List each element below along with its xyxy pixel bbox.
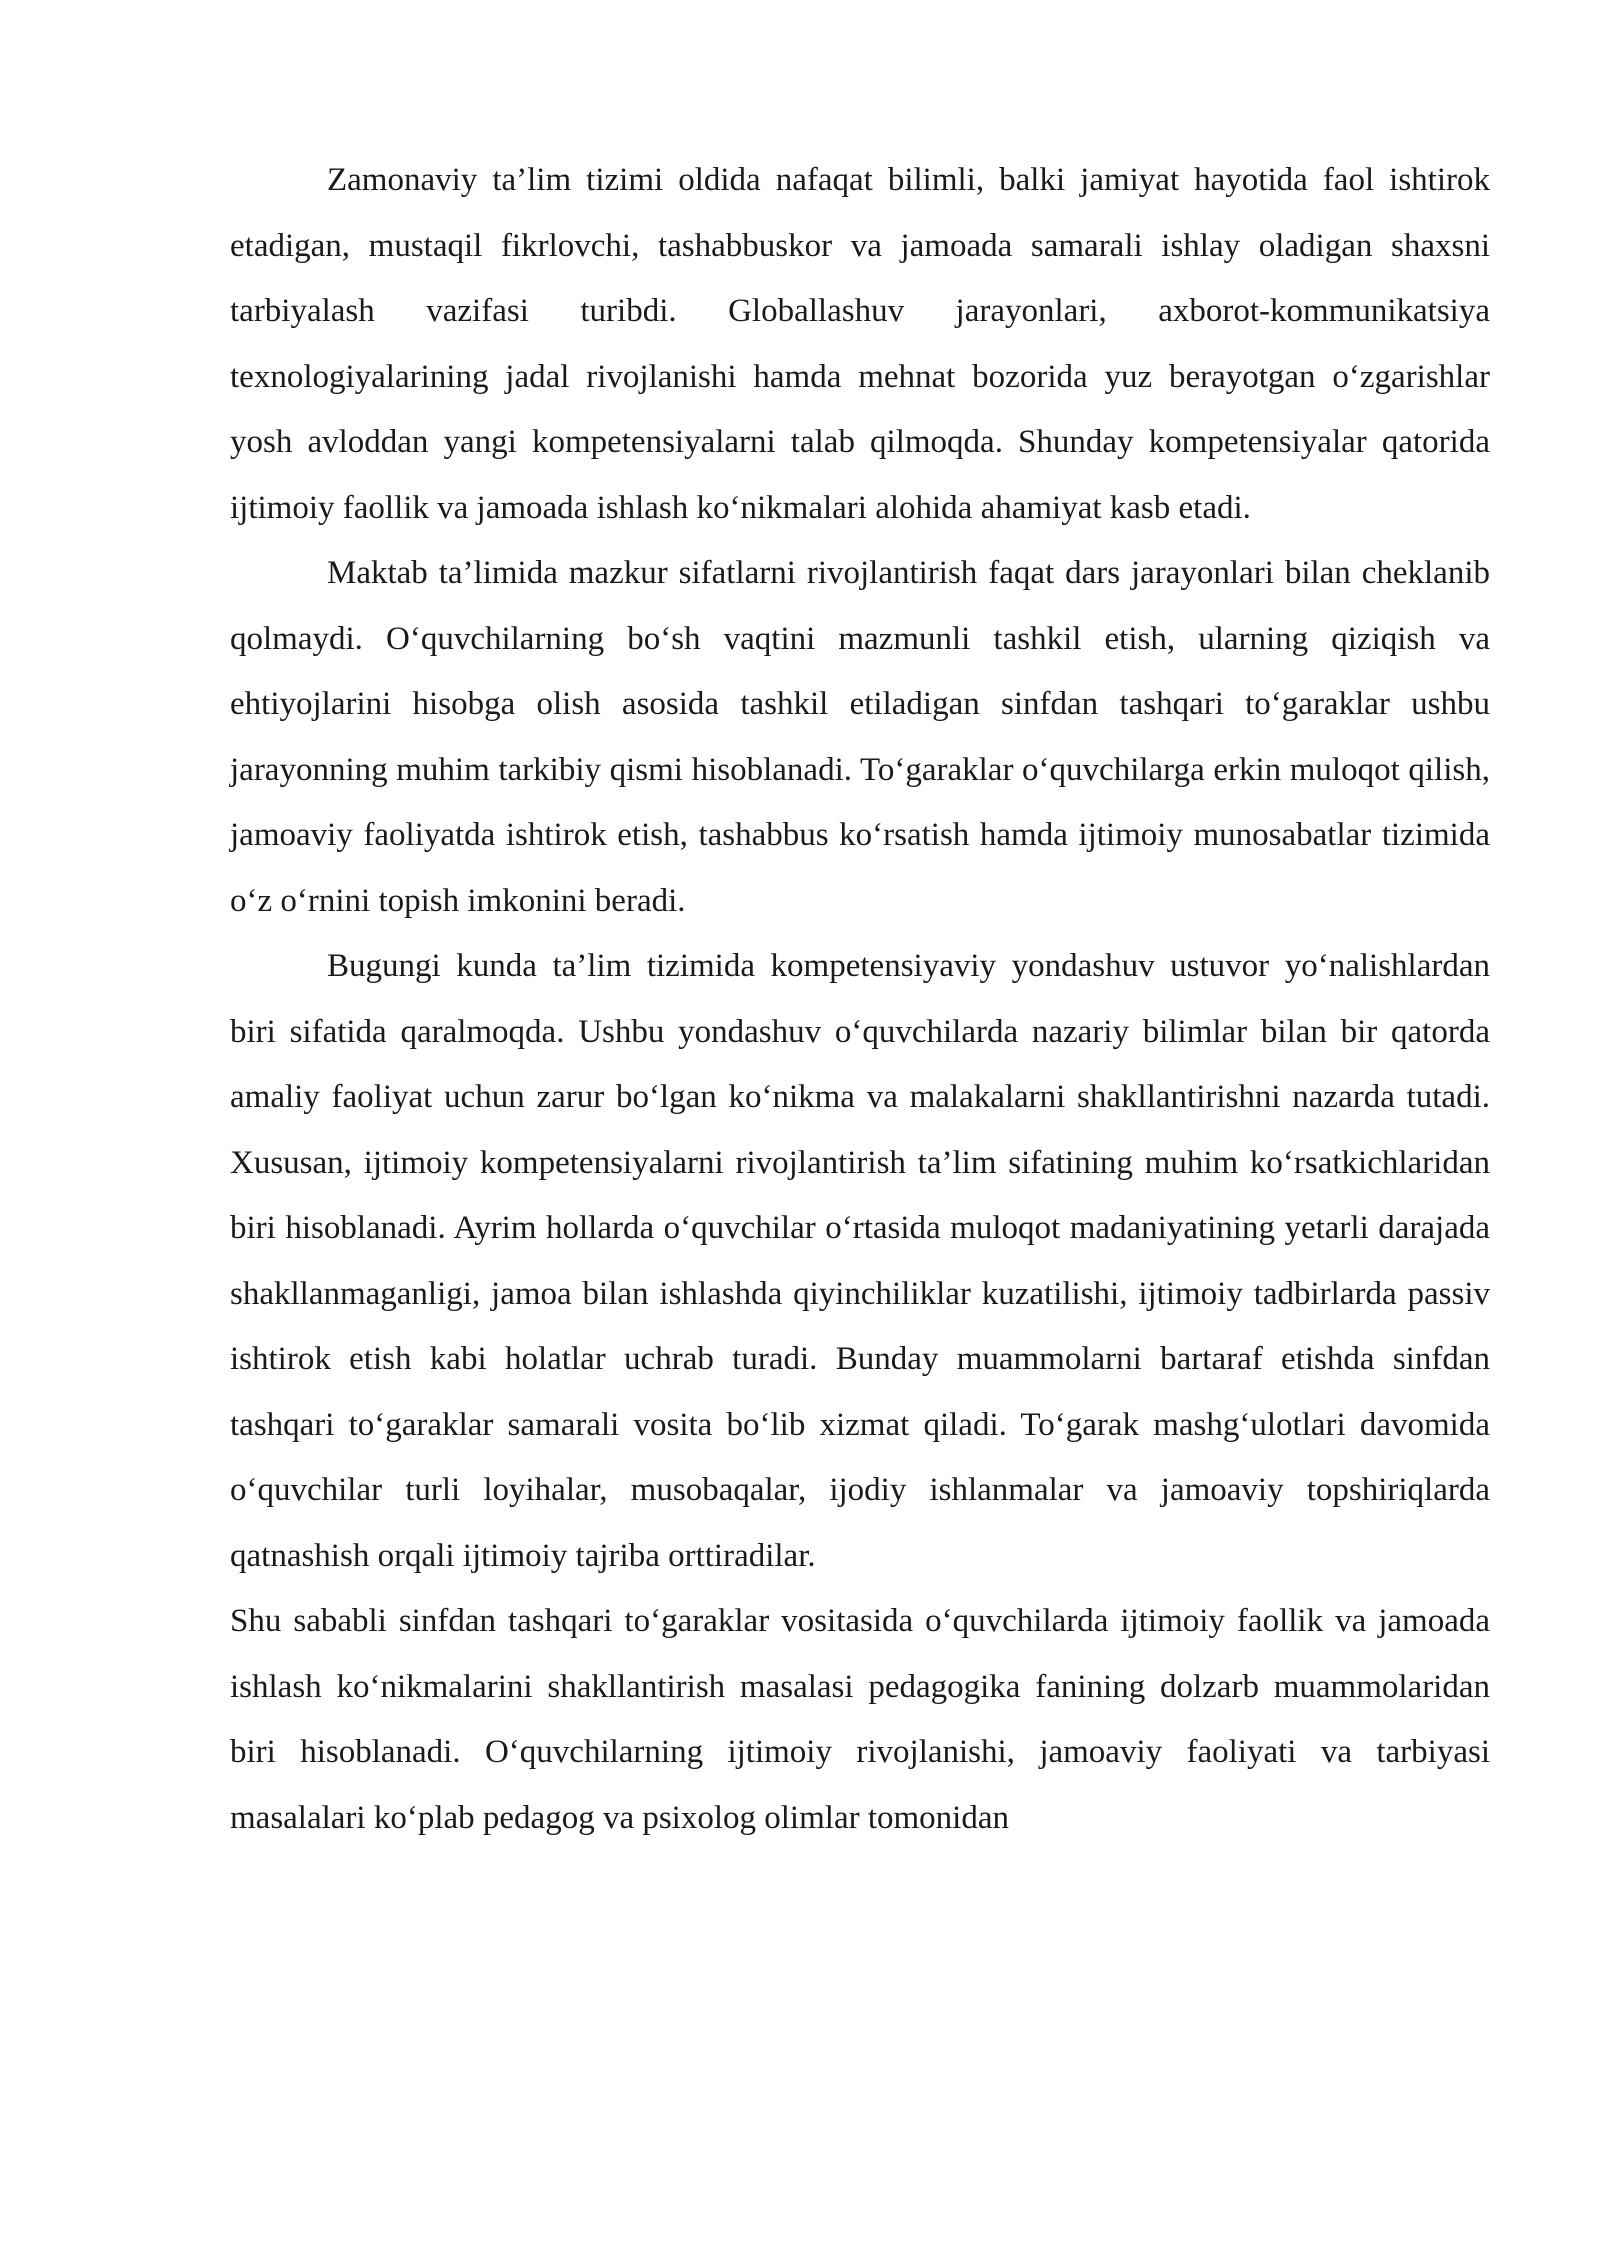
paragraph-3: Bugungi kunda ta’lim tizimida kompetensiyaviy yondashuv ustuvor yo‘nalishlardan biri sifatida qaralmoqda. Ushbu yondashuv o‘quvchilarda nazariy bilimlar bilan bir qatorda amaliy faoliyat uchun zarur bo‘lgan ko‘nikma va malakalarni shakllantirishni nazarda tutadi. Xususan, ijtimoiy kompetensiyalarni rivojlantirish ta’lim sifatining muhim ko‘rsatkichlaridan biri hisoblanadi. Ayrim hollarda o‘quvchilar o‘rtasida muloqot madaniyatining yetarli darajada shakllanmaganligi, jamoa bilan ishlashda qiyinchiliklar kuzatilishi, ijtimoiy tadbirlarda passiv ishtirok etish kabi holatlar uchrab turadi. Bunday muammolarni bartaraf etishda sinfdan tashqari to‘garaklar samarali vosita bo‘lib xizmat qiladi. To‘garak mashg‘ulotlari davomida o‘quvchilar turli loyihalar, musobaqalar, ijodiy ishlanmalar va jamoaviy topshiriqlarda qatnashish orqali ijtimoiy tajriba orttiradilar. <box>230 948 1490 1574</box>
paragraph-4: Shu sababli sinfdan tashqari to‘garaklar vositasida o‘quvchilarda ijtimoiy faollik va jamoada ishlash ko‘nikmalarini shakllantirish masalasi pedagogika fanining dolzarb muammolaridan biri hisoblanadi. O‘quvchilarning ijtimoiy rivojlanishi, jamoaviy faoliyati va tarbiyasi masalalari ko‘plab pedagog va psixolog olimlar tomonidan <box>230 1603 1490 1836</box>
paragraph-1: Zamonaviy ta’lim tizimi oldida nafaqat bilimli, balki jamiyat hayotida faol ishtirok etadigan, mustaqil fikrlovchi, tashabbuskor va jamoada samarali ishlay oladigan shaxsni tarbiyalash vazifasi turibdi. Globallashuv jarayonlari, axborot-kommunikatsiya texnologiyalarining jadal rivojlanishi hamda mehnat bozorida yuz berayotgan o‘zgarishlar yosh avloddan yangi kompetensiyalarni talab qilmoqda. Shunday kompetensiyalar qatorida ijtimoiy faollik va jamoada ishlash ko‘nikmalari alohida ahamiyat kasb etadi. <box>230 162 1490 526</box>
paragraph-2: Maktab ta’limida mazkur sifatlarni rivojlantirish faqat dars jarayonlari bilan cheklanib qolmaydi. O‘quvchilarning bo‘sh vaqtini mazmunli tashkil etish, ularning qiziqish va ehtiyojlarini hisobga olish asosida tashkil etiladigan sinfdan tashqari to‘garaklar ushbu jarayonning muhim tarkibiy qismi hisoblanadi. To‘garaklar o‘quvchilarga erkin muloqot qilish, jamoaviy faoliyatda ishtirok etish, tashabbus ko‘rsatish hamda ijtimoiy munosabatlar tizimida o‘z o‘rnini topish imkonini beradi. <box>230 555 1490 919</box>
document-page <box>230 148 1490 1851</box>
